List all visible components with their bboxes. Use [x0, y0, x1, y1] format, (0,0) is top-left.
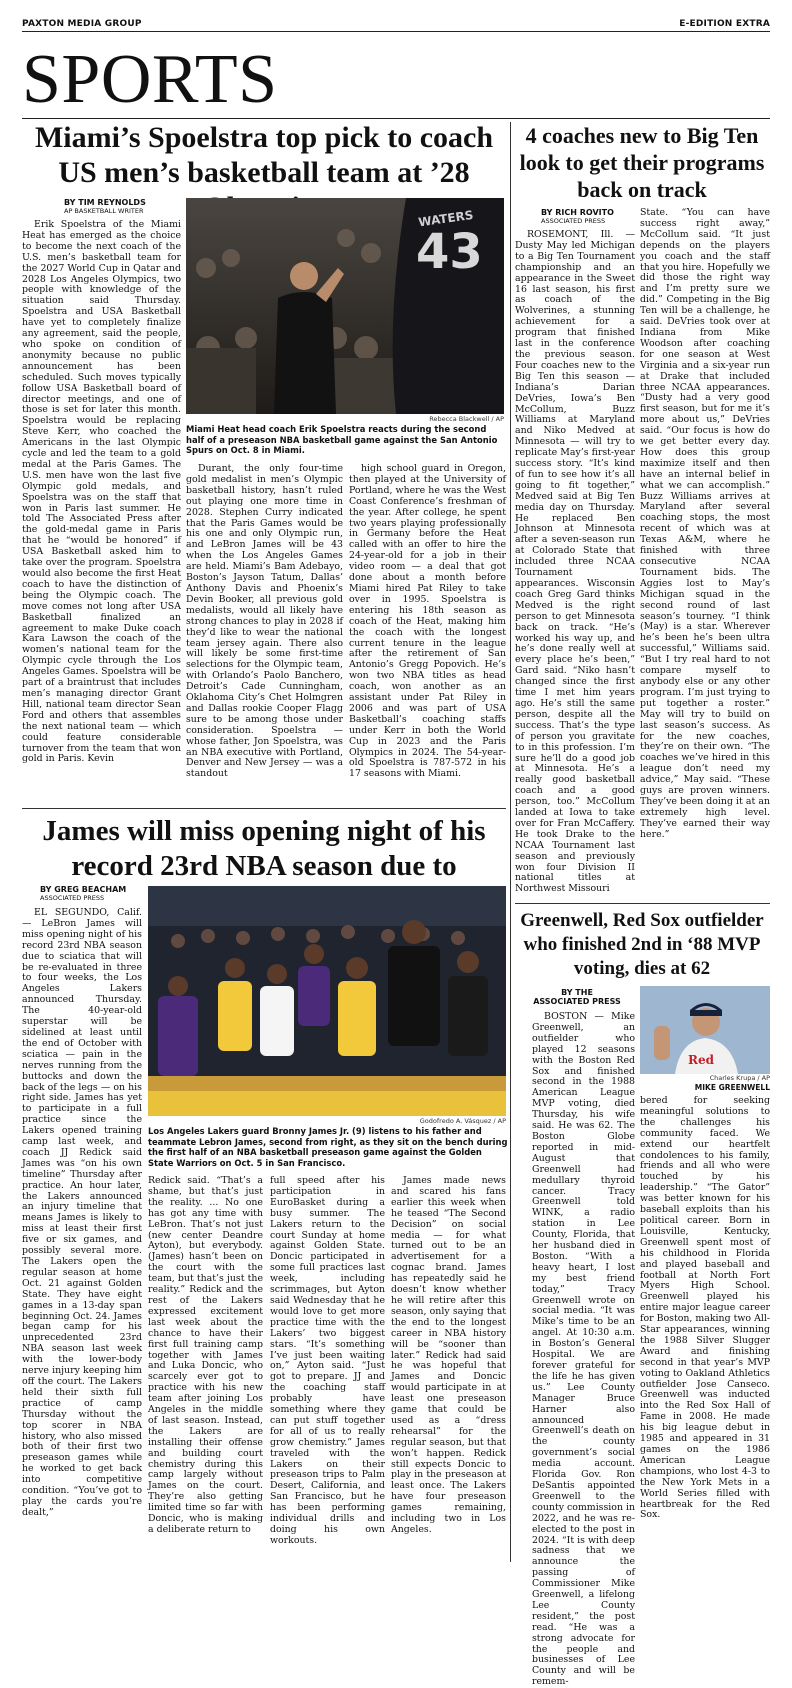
lakers-bench-photo-art — [148, 886, 506, 1116]
story1-column-3: high school guard in Oregon, then played at the University of Portland, where he was the West Coast Conference’s freshman of the year. After college, he spent two years playing professionally in Germany before the Heat called with an offer to hire the 24-year-old for a job in their video room — a deal that got done about a month before Miami hired Pat Riley to take over in 1995. Spoelstra is entering his 18th season as coach of the Heat, making him the coach with the longest current tenure in the league after the retirement of San Antonio’s Gregg Popovich. He’s won two NBA titles as head coach, won another as an assistant under Pat Riley in 2006 and was part of USA Basketball’s coaching staffs under Kerr in both the World Cup in 2023 and the Paris Olympics in 2024. The 54-year-old Spoelstra is 787-572 in his 17 seasons with Miami. — [349, 463, 506, 780]
svg-text:WATERS: WATERS — [417, 207, 475, 230]
story2-column-1: ROSEMONT, Ill. — Dusty May led Michigan to a Big Ten Tournament championship and an appearance in the Sweet 16 last season, his first as coach of the Wolverines, a stunning achievement for a program that finished last in the conference the previous season. Four coaches new to the Big Ten this season — Indiana’s Darian DeVries, Iowa’s Ben McCollum, Buzz Williams at Maryland and Niko Medved at Minnesota — will try to replicate May’s first-year success story. “It’s kind of fun to see how it’s all going to fit together,” Medved said at Big Ten media day on Thursday. He replaced Ben Johnson at Minnesota after a seven-season run at Colorado State that included three NCAA Tournament appearances. Wisconsin coach Greg Gard thinks Medved is the right person to get Minnesota back on track. “He’s worked his way up, and he’s done really well at every place he’s been,” Gard said. “Niko hasn’t changed since the first time I met him years ago. He’s still the same person, despite all the success. That’s the type of person you gravitate to in this profession. I’m sure he’ll do a good job at Minnesota. He’s a really good basketball coach and a good person, too.” McCollum landed at Iowa to take over for Fran McCaffery. He took Drake to the NCAA Tournament last season and previously won four Division II national titles at Northwest Missouri — [515, 229, 635, 895]
story3-headline: James will miss opening night of his record 23rd NBA season due to — [42, 815, 486, 882]
story4-headline: Greenwell, Red Sox outfielder who finished 2nd in ‘88 MVP voting, dies at 62 — [520, 910, 764, 979]
story-divider-right — [515, 903, 770, 904]
story3-caption: Los Angeles Lakers guard Bronny James Jr. (9) listens to his father and teammate Lebron James, second from right, as they sit on the bench during the first half of an NBA basketball preseason game against the Golden State Warriors on Oct. 5 in San Francisco. — [148, 1126, 508, 1168]
publisher-name: PAXTON MEDIA GROUP — [22, 19, 142, 29]
story3-byline-org: ASSOCIATED PRESS — [40, 894, 105, 902]
greenwell-photo-art — [640, 986, 770, 1074]
story3-photo-credit: Godofredo A. Vásquez / AP — [419, 1117, 506, 1125]
story4-byline: BY THE ASSOCIATED PRESS — [533, 988, 621, 1006]
story2-byline-author: BY RICH ROVITO — [541, 208, 614, 217]
story1-column-1: Erik Spoelstra of the Miami Heat has emerged as the choice to become the next coach of the U.S. men’s basketball team for the 2027 World Cup in Qatar and 2028 Los Angeles Olympics, two people with knowledge of the situation said Thursday. Spoelstra and USA Basketball have yet to completely finalize any agreement, said the people, who spoke on condition of anonymity because no public announcement has been scheduled. Such moves typically follow USA Basketball board of director meetings, and one of those is set for later this month. Spoelstra would be replacing Steve Kerr, who coached the Americans in the last Olympic cycle and led the team to a gold medal at the Paris Games. The U.S. men have won the last five Olympic gold medals, and Spoelstra was on the staff that won in Paris last summer. He told The Associated Press after the gold-medal game in Paris that he “would be honored” if USA Basketball asked him to take over the program. Spoelstra would also become the first Heat coach to have the distinction of being the Olympic coach. The move comes not long after USA Basketball finalized an agreement to make Duke coach Kara Lawson the coach of the women’s national team for the Olympic cycle through the Los Angeles Games. Spoelstra will be part of a braintrust that includes men’s managing director Grant Hill, national team director Sean Ford and others that assembles the next national team — which could feature considerable turnover from the team that won gold in Paris. Kevin — [22, 219, 181, 765]
story3-byline — [40, 885, 126, 902]
story4-photo-credit: Charles Krupa / AP — [709, 1074, 770, 1082]
story2-byline — [541, 208, 614, 225]
story1-byline-org: AP BASKETBALL WRITER — [64, 207, 144, 215]
story1-byline-author: BY TIM REYNOLDS — [64, 198, 146, 207]
story1-headline: Miami’s Spoelstra top pick to coach US men’s basketball team at ’28 — [34, 121, 494, 189]
story1-column-2: Durant, the only four-time gold medalist in men’s Olympic basketball history, hasn’t ruled out playing one more time in 2028. Stephen Curry indicated that the Paris Games would be his one and only Olympic run, and LeBron James will be 43 when the Los Angeles Games are held. Miami’s Bam Adebayo, Boston’s Jayson Tatum, Dallas’ Anthony Davis and Phoenix’s Devin Booker, all previous gold medalists, would all likely have strong chances to play in 2028 if they’d like to wear the national team jersey again. There also will likely be some first-time selections for the Olympic team, with Orlando’s Paolo Banchero, Detroit’s Cade Cunningham, Oklahoma City’s Chet Holmgren and Dallas rookie Cooper Flagg sure to be among those under consideration. Spoelstra — whose father, Jon Spoelstra, was an NBA executive with Portland, Denver and New Jersey — was a standout — [186, 463, 343, 780]
story3-column-3: full speed after his participation in EuroBasket during a busy summer. The Lakers return to the court Sunday at home against Golden State. Doncic participated in some full practices last week, including scrimmages, but Ayton said Wednesday that he would love to get more practice time with the Lakers’ two biggest stars. “It’s something I’ve just been waiting on,” Ayton said. “Just got to prepare. JJ and the coaching staff probably have something where they can put stuff together for all of us to really grow chemistry.” James traveled with the Lakers on their preseason trips to Palm Desert, California, and San Francisco, but he has been performing individual drills and doing his own workouts. — [270, 1175, 385, 1546]
edition-label: E-EDITION EXTRA — [679, 19, 770, 29]
story3-column-2: Redick said. “That’s a shame, but that’s just the reality. ... No one has got any time with LeBron. That’s not just (new center Deandre Ayton), but everybody. (James) hasn’t been on the court with the team, but that’s just the reality.” Redick and the rest of the Lakers expressed excitement last week about the chance to have their first full training camp together with James and Luka Doncic, who scarcely ever got to practice with his new team after joining Los Angeles in the middle of last season. Instead, the Lakers are installing their offense and building court chemistry during this camp largely without James on the court. They’re also getting limited time so far with Doncic, who is making a deliberate return to — [148, 1175, 263, 1535]
story4-mug-name: MIKE GREENWELL — [694, 1083, 770, 1092]
story4-column-1: BOSTON — Mike Greenwell, an outfielder who played 12 seasons with the Boston Red Sox and finished second in the 1988 American League MVP voting, died Thursday, his wife said. He was 62. The Boston Globe reported in mid-August that Greenwell had medullary thyroid cancer. Tracy Greenwell told WINK, a radio station in Lee County, Florida, that her husband died in Boston. “With a heavy heart, I lost my best friend today,” Tracy Greenwell wrote on social media. “It was Mike’s time to be an angel. At 10:30 a.m. in Boston’s General Hospital. We are forever grateful for the life he has given us.” Lee County Manager Bruce Harner also announced Greenwell’s death on the county government’s social media account. Florida Gov. Ron DeSantis appointed Greenwell to the county commission in 2022, and he was re-elected to the post in 2024. “It is with deep sadness that we announce the passing of Commissioner Mike Greenwell, a lifelong Lee County resident,” the post read. “He was a strong advocate for the people and businesses of Lee County and will be remem- — [532, 1011, 636, 1688]
story3-byline-author: BY GREG BEACHAM — [40, 885, 127, 894]
section-title: SPORTS — [22, 41, 278, 118]
masthead-rule — [22, 118, 770, 119]
spoelstra-photo-art — [186, 198, 504, 414]
svg-text:43: 43 — [416, 224, 483, 280]
story2-byline-org: ASSOCIATED PRESS — [541, 217, 606, 225]
story3-column-1: EL SEGUNDO, Calif. — LeBron James will miss opening night of his record 23rd NBA season due to sciatica that will be re-evaluated in three to four weeks, the Los Angeles Lakers announced Thursday. The 40-year-old superstar will be sidelined at least until the end of October with sciatica — pain in the nerves running from the buttocks and down the back of the legs — on his right side. James has yet to participate in a full practice since the Lakers opened training camp last week, and coach JJ Redick said James was “on his own timeline” Thursday after practice. An hour later, the Lakers announced an injury timeline that means James is likely to miss at least their first five or six games, and possibly several more. The Lakers open the regular season at home Oct. 21 against Golden State. They have eight games in a 13-day span beginning Oct. 24. James began camp for his unprecedented 23rd NBA season last week with the lower-body nerve injury keeping him off the court. The Lakers held their sixth full practice of camp Thursday without the top scorer in NBA history, who also missed both of their first two preseason games while he worked to get back into competitive condition. “You’ve got to play the cards you’re dealt,” — [22, 907, 142, 1518]
story2-column-2: State. “You can have success right away,” McCollum said. “It just depends on the players you coach and the staff that you hire. Hopefully we did those the right way and I’m pretty sure we did.” Competing in the Big Ten will be a challenge, he said. DeVries took over at Indiana from Mike Woodson after coaching for one season at West Virginia and a six-year run at Drake that included three NCAA appearances. “Dusty had a very good first season, but for me it’s more about us,” DeVries said. “Our focus is how do we get better every day. How does this group maximize itself and then have an internal belief in what we can accomplish.” Buzz Williams arrives at Maryland after several coaching stops, the most recent of which was at Texas A&M, where he finished with three consecutive NCAA Tournament bids. The Aggies lost to May’s Michigan squad in the second round of last season’s tourney. “I think (May) is a star. Wherever he’s been he’s been ultra successful,” Williams said. “But I try real hard to not compare myself to anybody else or any other program. I’m just trying to put together a roster.” May will try to build on last season’s success. As for the new coaches, they’re on their own. “The coaches we’ve hired in this league don’t need my advice,” May said. “These guys are proven winners. They’ve been doing it at an extremely high level. They’ve earned their way here.” — [640, 207, 770, 840]
story2-headline: 4 coaches new to Big Ten look to get their programs back on track — [519, 123, 765, 202]
lakers-bench-photo — [148, 886, 506, 1116]
greenwell-photo — [640, 986, 770, 1074]
story-divider — [22, 808, 506, 809]
story3-column-4: James made news and scared his fans earlier this week when he teased “The Second Decision” on social media — for what turned out to be an advertisement for a cognac brand. James has repeatedly said he doesn’t know whether he will retire after this season, only saying that the end to the longest career in NBA history will be “sooner than later.” Redick had said he was hopeful that James and Doncic would participate in at least one preseason game that could be used as a “dress rehearsal” for the regular season, but that won’t happen. Redick still expects Doncic to play in the preseason at least once. The Lakers have four preseason games remaining, including two in Los Angeles. — [391, 1175, 506, 1535]
top-bar — [22, 16, 770, 32]
column-divider — [510, 122, 511, 1562]
svg-text:Red: Red — [688, 1053, 714, 1067]
story1-byline — [64, 198, 146, 215]
story1-caption: Miami Heat head coach Erik Spoelstra reacts during the second half of a preseason NBA basketball game against the San Antonio Spurs on Oct. 8 in Miami. — [186, 424, 498, 455]
story4-column-2: bered for seeking meaningful solutions to the challenges his community faced. We extend our heartfelt condolences to his family, friends and all who were touched by his leadership.” “The Gator” was better known for his baseball exploits than his political career. Born in Louisville, Kentucky, Greenwell spent most of his childhood in Florida and played baseball and football at North Fort Myers High School. Greenwell played his entire major league career for Boston, making two All-Star appearances, winning the 1988 Silver Slugger Award and finishing second in that year’s MVP voting to Oakland Athletics outfielder Jose Canseco. Greenwell was inducted into the Red Sox Hall of Fame in 2008. He made his big league debut in 1985 and appeared in 31 games on the 1986 American League champions, who lost 4-3 to the New York Mets in a World Series filled with heartbreak for the Red Sox. — [640, 1095, 770, 1521]
story1-photo-credit: Rebecca Blackwell / AP — [429, 415, 504, 423]
spoelstra-photo — [186, 198, 504, 414]
